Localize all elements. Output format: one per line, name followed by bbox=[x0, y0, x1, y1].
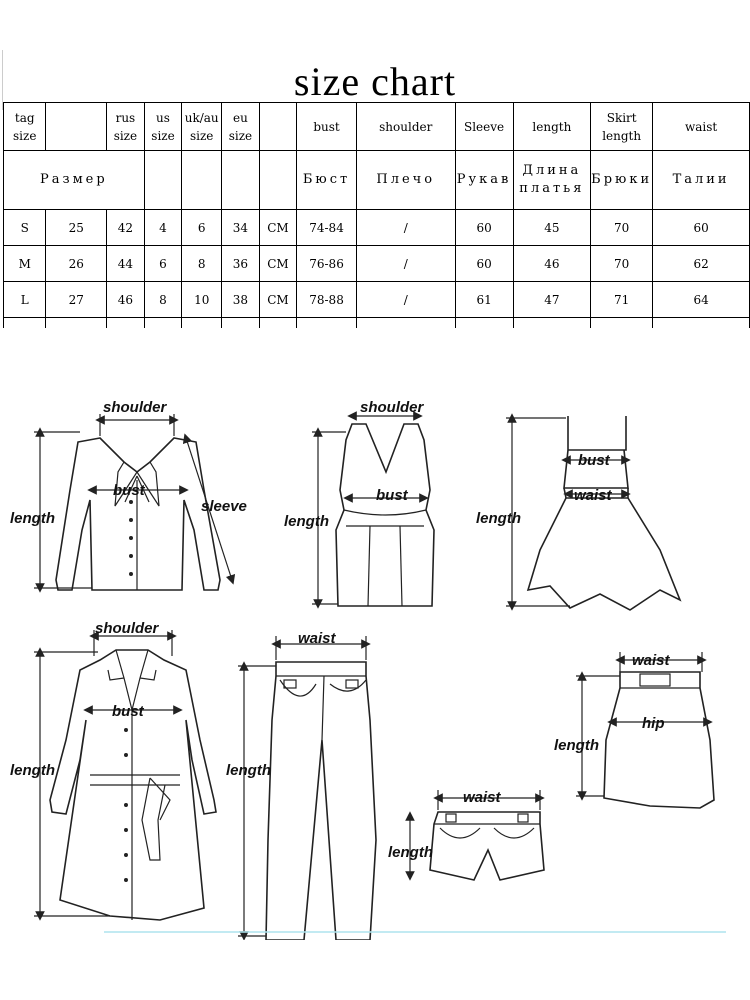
length-cell: 47 bbox=[513, 282, 591, 318]
length-cell: 45 bbox=[513, 210, 591, 246]
tank-diagram bbox=[284, 399, 434, 606]
bust-cell: 78-88 bbox=[297, 282, 357, 318]
uk-cell: 8 bbox=[182, 246, 222, 282]
unit-cell: CM bbox=[259, 210, 297, 246]
shorts-waist-label: waist bbox=[463, 789, 501, 806]
eu-cell: 34 bbox=[222, 210, 260, 246]
header-cell: length bbox=[513, 103, 591, 151]
rus-cell: 44 bbox=[107, 246, 145, 282]
num-cell: 25 bbox=[46, 210, 107, 246]
russian-header-row bbox=[4, 151, 750, 210]
ru-waist-cell: Талии bbox=[653, 151, 750, 210]
header-cell: tag size bbox=[4, 103, 46, 151]
skirt-cell: 70 bbox=[591, 210, 653, 246]
table-row bbox=[4, 210, 750, 246]
header-cell: us size bbox=[144, 103, 182, 151]
empty-cell bbox=[222, 151, 260, 210]
header-cell: bust bbox=[297, 103, 357, 151]
ru-size-cell: Размер bbox=[4, 151, 145, 210]
us-cell: 8 bbox=[144, 282, 182, 318]
ru-shoulder-cell: Плечо bbox=[356, 151, 455, 210]
shoulder-cell: / bbox=[356, 282, 455, 318]
tank-shoulder-label: shoulder bbox=[360, 399, 424, 416]
ru-length-cell: Длина платья bbox=[513, 151, 591, 210]
us-cell: 6 bbox=[144, 246, 182, 282]
waist-cell: 60 bbox=[653, 210, 750, 246]
ru-skirt-cell: Брюки bbox=[591, 151, 653, 210]
header-cell: Skirt length bbox=[591, 103, 653, 151]
skirt-length-label: length bbox=[554, 737, 599, 754]
shirt-bust-label: bust bbox=[113, 482, 145, 499]
skirt-hip-label: hip bbox=[642, 715, 665, 732]
pants-waist-label: waist bbox=[298, 630, 336, 647]
uk-cell: 6 bbox=[182, 210, 222, 246]
header-cell: uk/au size bbox=[182, 103, 222, 151]
dress-bust-label: bust bbox=[578, 452, 610, 469]
coat-shoulder-label: shoulder bbox=[95, 620, 159, 637]
length-cell: 46 bbox=[513, 246, 591, 282]
header-cell: waist bbox=[653, 103, 750, 151]
sleeve-cell: 60 bbox=[455, 210, 513, 246]
shirt-length-label: length bbox=[10, 510, 55, 527]
rus-cell: 46 bbox=[107, 282, 145, 318]
empty-cell bbox=[259, 151, 297, 210]
size-table bbox=[3, 102, 750, 328]
header-cell: Sleeve bbox=[455, 103, 513, 151]
shirt-diagram bbox=[10, 399, 247, 590]
table-row bbox=[4, 246, 750, 282]
tag-cell: L bbox=[4, 282, 46, 318]
skirt-diagram bbox=[554, 652, 714, 808]
shorts-length-label: length bbox=[388, 844, 433, 861]
eu-cell: 38 bbox=[222, 282, 260, 318]
table-row bbox=[4, 282, 750, 318]
tank-bust-label: bust bbox=[376, 487, 408, 504]
dress-waist-label: waist bbox=[574, 487, 612, 504]
coat-length-label: length bbox=[10, 762, 55, 779]
coat-bust-label: bust bbox=[112, 703, 144, 720]
tag-cell: M bbox=[4, 246, 46, 282]
page-title: size chart bbox=[293, 59, 457, 104]
shirt-sleeve-label: sleeve bbox=[201, 498, 247, 515]
shorts-diagram bbox=[388, 789, 544, 880]
pants-length-label: length bbox=[226, 762, 271, 779]
bust-cell: 76-86 bbox=[297, 246, 357, 282]
tag-cell: S bbox=[4, 210, 46, 246]
sleeve-cell: 61 bbox=[455, 282, 513, 318]
shirt-shoulder-label: shoulder bbox=[103, 399, 167, 416]
tank-length-label: length bbox=[284, 513, 329, 530]
rus-cell: 42 bbox=[107, 210, 145, 246]
empty-cell bbox=[144, 151, 182, 210]
us-cell: 4 bbox=[144, 210, 182, 246]
shoulder-cell: / bbox=[356, 246, 455, 282]
header-cell bbox=[259, 103, 297, 151]
eu-cell: 36 bbox=[222, 246, 260, 282]
pants-diagram bbox=[226, 630, 376, 940]
empty-cell bbox=[182, 151, 222, 210]
header-cell: eu size bbox=[222, 103, 260, 151]
header-cell bbox=[46, 103, 107, 151]
dress-diagram bbox=[476, 416, 680, 610]
bust-cell: 74-84 bbox=[297, 210, 357, 246]
coat-diagram bbox=[10, 620, 216, 920]
unit-cell: CM bbox=[259, 246, 297, 282]
skirt-cell: 70 bbox=[591, 246, 653, 282]
table-row-partial bbox=[4, 318, 750, 329]
header-row bbox=[4, 103, 750, 151]
unit-cell: CM bbox=[259, 282, 297, 318]
uk-cell: 10 bbox=[182, 282, 222, 318]
ru-bust-cell: Бюст bbox=[297, 151, 357, 210]
header-cell: rus size bbox=[107, 103, 145, 151]
ru-sleeve-cell: Рукав bbox=[455, 151, 513, 210]
shoulder-cell: / bbox=[356, 210, 455, 246]
garment-diagrams bbox=[0, 380, 750, 940]
sleeve-cell: 60 bbox=[455, 246, 513, 282]
waist-cell: 62 bbox=[653, 246, 750, 282]
skirt-waist-label: waist bbox=[632, 652, 670, 669]
waist-cell: 64 bbox=[653, 282, 750, 318]
dress-length-label: length bbox=[476, 510, 521, 527]
skirt-cell: 71 bbox=[591, 282, 653, 318]
num-cell: 27 bbox=[46, 282, 107, 318]
header-cell: shoulder bbox=[356, 103, 455, 151]
num-cell: 26 bbox=[46, 246, 107, 282]
